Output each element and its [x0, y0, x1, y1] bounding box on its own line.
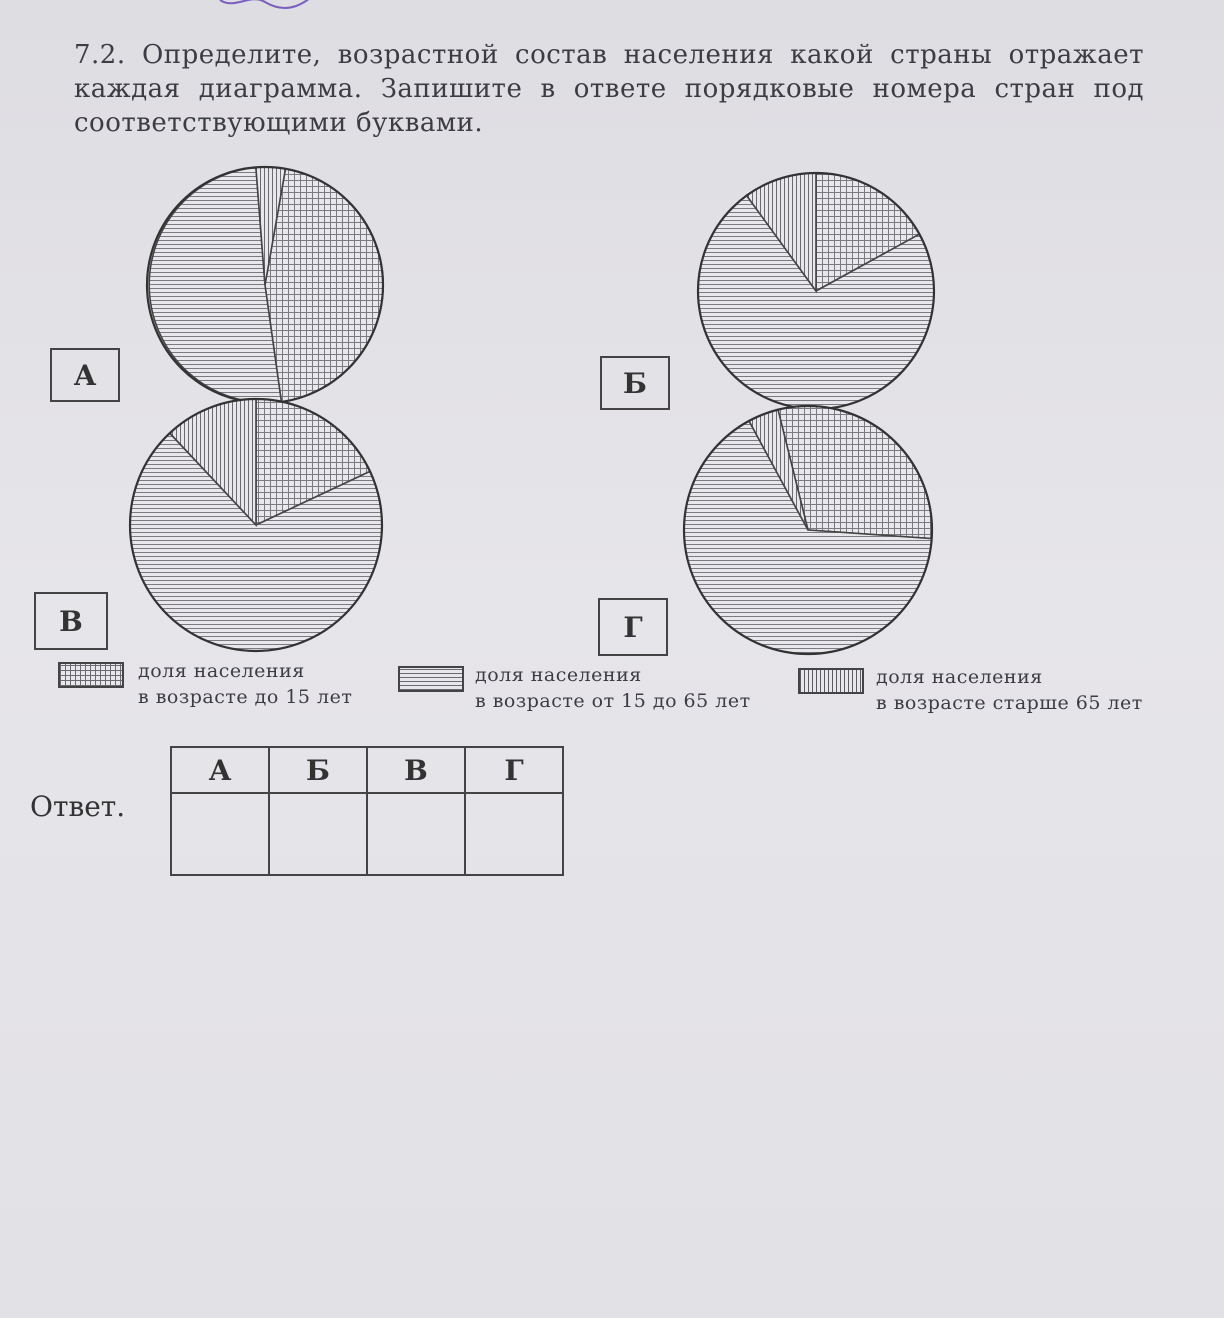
- legend-over-65: [876, 664, 1143, 716]
- pie-chart-3: [684, 406, 932, 654]
- pie-chart-0: [147, 167, 383, 403]
- legend-swatch-over-65: [798, 668, 864, 694]
- label-b: Б: [623, 366, 647, 400]
- legend-over-65-line2: в возрасте старше 65 лет: [876, 692, 1143, 714]
- label-a: А: [73, 358, 97, 392]
- label-box-v: [34, 592, 108, 650]
- pie-0-slice-grid: [265, 169, 383, 402]
- legend-15-65: [475, 662, 751, 714]
- legend-15-65-line2: в возрасте от 15 до 65 лет: [475, 690, 751, 712]
- answer-table: [170, 746, 564, 876]
- answer-col-v: В: [367, 747, 465, 793]
- answer-cell-g[interactable]: [465, 793, 563, 875]
- legend-over-65-line1: доля населения: [876, 666, 1043, 688]
- answer-cell-a[interactable]: [171, 793, 269, 875]
- label-box-g: [598, 598, 668, 656]
- legend-under-15-line1: доля населения: [138, 660, 305, 682]
- legend-swatch-15-65: [398, 666, 464, 692]
- answer-label: Ответ.: [30, 790, 126, 823]
- label-box-a: [50, 348, 120, 402]
- label-v: В: [59, 604, 83, 638]
- pie-chart-1: [698, 173, 934, 409]
- legend-swatch-under-15: [58, 662, 124, 688]
- answer-cell-b[interactable]: [269, 793, 367, 875]
- pie-chart-2: [130, 399, 382, 651]
- answer-header-row: [171, 747, 563, 793]
- legend-under-15: [138, 658, 352, 710]
- answer-col-b: Б: [269, 747, 367, 793]
- task-text: 7.2. Определите, возрастной состав населения какой страны отражает каждая диаграмма. Запишите в ответе порядковые номера стран под соответствующими буквами.: [74, 40, 1144, 138]
- legend-under-15-line2: в возрасте до 15 лет: [138, 686, 353, 708]
- label-box-b: [600, 356, 670, 410]
- legend-15-65-line1: доля населения: [475, 664, 642, 686]
- label-g: Г: [623, 610, 643, 644]
- answer-input-row: [171, 793, 563, 875]
- answer-col-a: А: [171, 747, 269, 793]
- answer-cell-v[interactable]: [367, 793, 465, 875]
- answer-col-g: Г: [465, 747, 563, 793]
